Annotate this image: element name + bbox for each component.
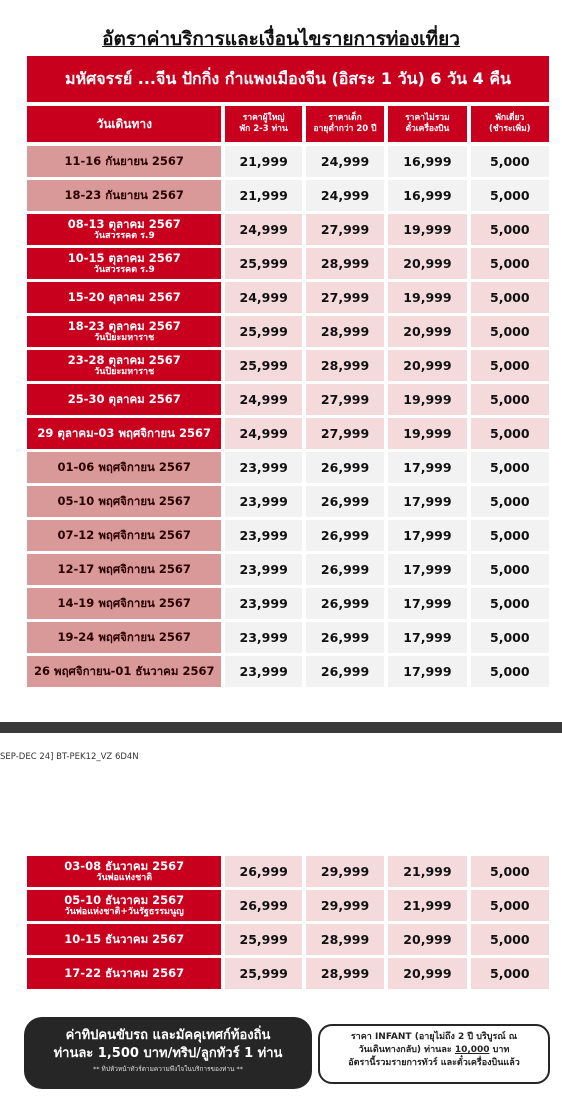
infant-line-2: วันเดินทางกลับ) ท่านละ 10,000 บาท: [358, 1045, 510, 1055]
date-cell: [27, 924, 221, 955]
table-row: [27, 418, 549, 449]
adult-price-cell: 26,999: [225, 856, 301, 887]
no-flight-price-cell: 21,999: [388, 856, 466, 887]
date-cell: [27, 588, 221, 619]
adult-price-cell: 25,999: [225, 958, 301, 989]
no-flight-price-cell: 21,999: [388, 890, 466, 921]
child-price-cell: 24,999: [306, 180, 384, 211]
adult-price-cell: 24,999: [225, 282, 301, 313]
adult-price-cell: 21,999: [225, 146, 301, 177]
header-child: ราคาเด็ก อายุต่ำกว่า 20 ปี: [306, 106, 384, 142]
no-flight-price-cell: 16,999: [388, 180, 466, 211]
date-cell: [27, 486, 221, 517]
single-supplement-cell: 5,000: [471, 958, 549, 989]
table-body-bottom: [27, 856, 549, 989]
table-row: [27, 622, 549, 653]
date-label: 15-20 ตุลาคม 2567: [67, 290, 181, 304]
page-title: อัตราค่าบริการและเงื่อนไขรายการท่องเที่ยว: [102, 28, 460, 50]
adult-price-cell: 25,999: [225, 924, 301, 955]
table-row: [27, 214, 549, 245]
adult-price-cell: 26,999: [225, 890, 301, 921]
table-row: [27, 856, 549, 887]
table-row: [27, 890, 549, 921]
table-row: [27, 452, 549, 483]
date-label: 05-10 พฤศจิกายน 2567: [57, 494, 191, 508]
page-divider: [0, 722, 562, 733]
single-supplement-cell: 5,000: [471, 890, 549, 921]
table-row: [27, 656, 549, 687]
date-cell: [27, 248, 221, 279]
single-supplement-cell: 5,000: [471, 520, 549, 551]
single-supplement-cell: 5,000: [471, 180, 549, 211]
single-supplement-cell: 5,000: [471, 656, 549, 687]
date-label: 11-16 กันยายน 2567: [64, 154, 184, 168]
table-row: [27, 384, 549, 415]
single-supplement-cell: 5,000: [471, 452, 549, 483]
holiday-note: วันปิยะมหาราช: [94, 367, 155, 377]
single-supplement-cell: 5,000: [471, 486, 549, 517]
adult-price-cell: 24,999: [225, 418, 301, 449]
tip-line-1: ค่าทิปคนขับรถ และมัคคุเทศก์ท้องถิ่น: [65, 1028, 271, 1043]
single-supplement-cell: 5,000: [471, 282, 549, 313]
child-price-cell: 27,999: [306, 282, 384, 313]
date-label: 23-28 ตุลาคม 2567: [67, 353, 181, 367]
single-supplement-cell: 5,000: [471, 214, 549, 245]
date-cell: [27, 418, 221, 449]
table-row: [27, 924, 549, 955]
child-price-cell: 26,999: [306, 486, 384, 517]
single-supplement-cell: 5,000: [471, 856, 549, 887]
no-flight-price-cell: 20,999: [388, 248, 466, 279]
date-cell: [27, 350, 221, 381]
date-cell: [27, 214, 221, 245]
single-supplement-cell: 5,000: [471, 384, 549, 415]
adult-price-cell: 23,999: [225, 452, 301, 483]
date-label: 10-15 ตุลาคม 2567: [67, 251, 181, 265]
table-row: [27, 588, 549, 619]
holiday-note: วันสวรรคต ร.9: [93, 265, 155, 275]
single-supplement-cell: 5,000: [471, 622, 549, 653]
adult-price-cell: 23,999: [225, 486, 301, 517]
date-cell: [27, 520, 221, 551]
child-price-cell: 26,999: [306, 622, 384, 653]
date-label: 07-12 พฤศจิกายน 2567: [57, 528, 191, 542]
header-single-supplement: พักเดี่ยว (ชำระเพิ่ม): [471, 106, 549, 142]
child-price-cell: 28,999: [306, 958, 384, 989]
single-supplement-cell: 5,000: [471, 248, 549, 279]
date-cell: [27, 316, 221, 347]
child-price-cell: 28,999: [306, 924, 384, 955]
page-code: SEP-DEC 24] BT-PEK12_VZ 6D4N: [0, 752, 139, 762]
no-flight-price-cell: 19,999: [388, 384, 466, 415]
table-row: [27, 316, 549, 347]
price-table-top: [27, 106, 549, 690]
date-cell: [27, 384, 221, 415]
no-flight-price-cell: 19,999: [388, 214, 466, 245]
child-price-cell: 29,999: [306, 890, 384, 921]
table-row: [27, 350, 549, 381]
single-supplement-cell: 5,000: [471, 418, 549, 449]
no-flight-price-cell: 17,999: [388, 520, 466, 551]
child-price-cell: 26,999: [306, 554, 384, 585]
table-row: [27, 146, 549, 177]
price-table-bottom: [27, 856, 549, 992]
date-cell: [27, 856, 221, 887]
adult-price-cell: 23,999: [225, 656, 301, 687]
table-row: [27, 958, 549, 989]
child-price-cell: 26,999: [306, 656, 384, 687]
holiday-note: วันสวรรคต ร.9: [93, 231, 155, 241]
table-row: [27, 554, 549, 585]
no-flight-price-cell: 20,999: [388, 350, 466, 381]
tour-banner: มหัศจรรย์ ...จีน ปักกิ่ง กำแพงเมืองจีน (อิสระ 1 วัน) 6 วัน 4 คืน: [27, 56, 549, 102]
adult-price-cell: 23,999: [225, 622, 301, 653]
infant-notice: [318, 1024, 550, 1084]
child-price-cell: 26,999: [306, 520, 384, 551]
infant-line-3: อัตรานี้รวมรายการทัวร์ และตั๋วเครื่องบินแล้ว: [348, 1058, 520, 1068]
date-label: 29 ตุลาคม-03 พฤศจิกายน 2567: [37, 426, 212, 440]
no-flight-price-cell: 17,999: [388, 554, 466, 585]
table-row: [27, 486, 549, 517]
table-row: [27, 520, 549, 551]
single-supplement-cell: 5,000: [471, 316, 549, 347]
child-price-cell: 27,999: [306, 384, 384, 415]
adult-price-cell: 24,999: [225, 384, 301, 415]
date-cell: [27, 622, 221, 653]
date-label: 18-23 กันยายน 2567: [64, 188, 184, 202]
date-cell: [27, 282, 221, 313]
date-label: 17-22 ธันวาคม 2567: [64, 966, 185, 980]
date-cell: [27, 452, 221, 483]
table-row: [27, 248, 549, 279]
no-flight-price-cell: 19,999: [388, 418, 466, 449]
tip-line-2: ท่านละ 1,500 บาท/ทริป/ลูกทัวร์ 1 ท่าน: [53, 1046, 283, 1061]
no-flight-price-cell: 17,999: [388, 622, 466, 653]
child-price-cell: 29,999: [306, 856, 384, 887]
single-supplement-cell: 5,000: [471, 924, 549, 955]
no-flight-price-cell: 20,999: [388, 924, 466, 955]
adult-price-cell: 25,999: [225, 248, 301, 279]
infant-line-1: ราคา INFANT (อายุไม่ถึง 2 ปี บริบูรณ์ ณ: [350, 1032, 518, 1042]
child-price-cell: 24,999: [306, 146, 384, 177]
single-supplement-cell: 5,000: [471, 554, 549, 585]
date-label: 18-23 ตุลาคม 2567: [67, 319, 181, 333]
table-row: [27, 180, 549, 211]
no-flight-price-cell: 17,999: [388, 588, 466, 619]
no-flight-price-cell: 20,999: [388, 958, 466, 989]
adult-price-cell: 23,999: [225, 588, 301, 619]
infant-price: 10,000: [454, 1045, 490, 1055]
no-flight-price-cell: 16,999: [388, 146, 466, 177]
adult-price-cell: 21,999: [225, 180, 301, 211]
date-label: 01-06 พฤศจิกายน 2567: [57, 460, 191, 474]
no-flight-price-cell: 17,999: [388, 452, 466, 483]
child-price-cell: 28,999: [306, 350, 384, 381]
child-price-cell: 26,999: [306, 452, 384, 483]
date-label: 05-10 ธันวาคม 2567: [64, 893, 185, 907]
holiday-note: วันพ่อแห่งชาติ+วันรัฐธรรมนูญ: [64, 907, 184, 917]
header-date: วันเดินทาง: [27, 106, 221, 142]
date-label: 08-13 ตุลาคม 2567: [67, 217, 181, 231]
no-flight-price-cell: 19,999: [388, 282, 466, 313]
adult-price-cell: 23,999: [225, 554, 301, 585]
date-label: 25-30 ตุลาคม 2567: [67, 392, 181, 406]
child-price-cell: 26,999: [306, 588, 384, 619]
date-cell: [27, 890, 221, 921]
single-supplement-cell: 5,000: [471, 350, 549, 381]
date-cell: [27, 180, 221, 211]
date-label: 12-17 พฤศจิกายน 2567: [57, 562, 191, 576]
table-body-top: [27, 146, 549, 687]
holiday-note: วันปิยะมหาราช: [94, 333, 155, 343]
date-label: 19-24 พฤศจิกายน 2567: [57, 630, 191, 644]
date-cell: [27, 146, 221, 177]
single-supplement-cell: 5,000: [471, 588, 549, 619]
single-supplement-cell: 5,000: [471, 146, 549, 177]
holiday-note: วันพ่อแห่งชาติ: [96, 873, 153, 883]
adult-price-cell: 25,999: [225, 350, 301, 381]
date-cell: [27, 958, 221, 989]
date-label: 26 พฤศจิกายน-01 ธันวาคม 2567: [34, 664, 215, 678]
child-price-cell: 27,999: [306, 418, 384, 449]
no-flight-price-cell: 20,999: [388, 316, 466, 347]
header-adult: ราคาผู้ใหญ่ พัก 2-3 ท่าน: [225, 106, 301, 142]
header-no-flight: ราคาไม่รวม ตั๋วเครื่องบิน: [388, 106, 466, 142]
date-label: 10-15 ธันวาคม 2567: [64, 932, 185, 946]
no-flight-price-cell: 17,999: [388, 486, 466, 517]
tip-line-3: ** ทิปหัวหน้าทัวร์ตามความพึงใจในบริการของท่าน **: [92, 1065, 244, 1073]
child-price-cell: 27,999: [306, 214, 384, 245]
adult-price-cell: 24,999: [225, 214, 301, 245]
table-row: [27, 282, 549, 313]
date-label: 03-08 ธันวาคม 2567: [64, 859, 185, 873]
date-cell: [27, 656, 221, 687]
adult-price-cell: 25,999: [225, 316, 301, 347]
child-price-cell: 28,999: [306, 316, 384, 347]
date-label: 14-19 พฤศจิกายน 2567: [57, 596, 191, 610]
date-cell: [27, 554, 221, 585]
table-header: [27, 106, 549, 142]
tip-notice: [24, 1017, 312, 1089]
no-flight-price-cell: 17,999: [388, 656, 466, 687]
adult-price-cell: 23,999: [225, 520, 301, 551]
child-price-cell: 28,999: [306, 248, 384, 279]
